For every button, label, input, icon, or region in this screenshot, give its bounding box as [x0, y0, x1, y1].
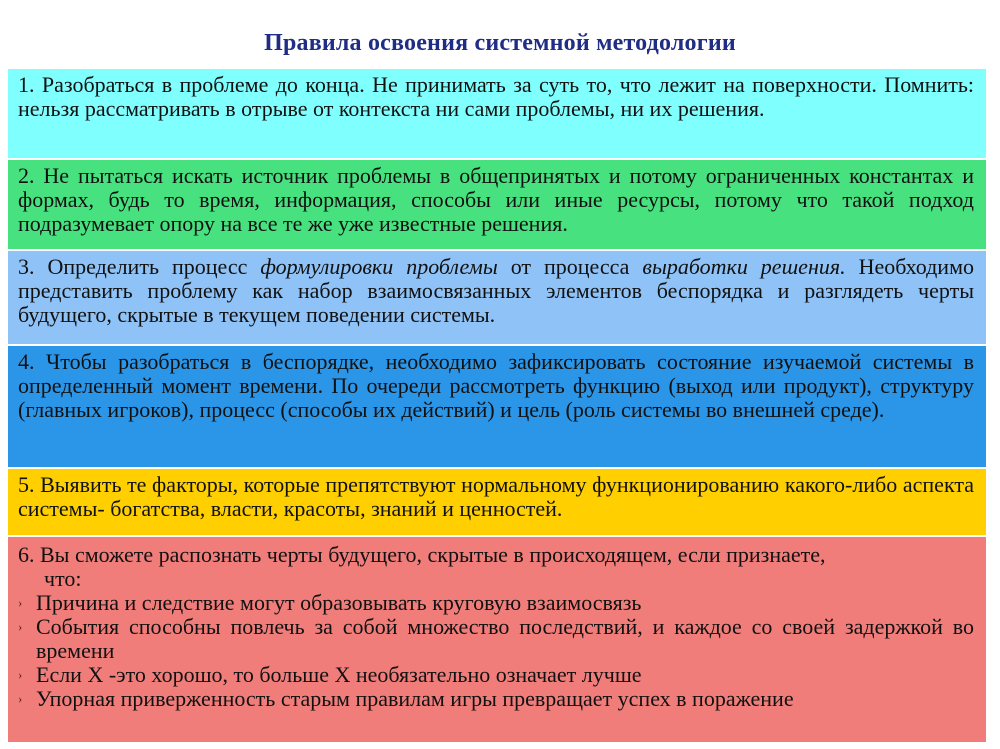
list-item [18, 687, 974, 711]
list-item [18, 663, 974, 687]
rule-6-intro: 6. Вы сможете распознать черты будущего, скрытые в происходящем, если признаете, [18, 542, 826, 567]
page-title: Правила освоения системной методологии [264, 30, 736, 56]
rule-2-block [8, 160, 986, 249]
bullet-text: Упорная приверженность старым правилам игры превращает успех в поражение [36, 686, 794, 711]
rule-3-block [8, 251, 986, 344]
rule-4-text: 4. Чтобы разобраться в беспорядке, необходимо зафиксировать состояние изучаемой системы в определенный момент времени. По очереди рассмотреть функцию (выход или продукт), структуру (главных игроков), процесс (способы их действий) и цель (роль системы во внешней среде). [18, 349, 974, 422]
rule-5-block [8, 469, 986, 535]
rule-6-bullet-list [18, 591, 974, 711]
rule-3-text-part3: Необходимо представить проблему как набор взаимосвязанных элементов беспорядка и разглядеть черты будущего, скрытые в текущем поведении системы. [18, 254, 974, 327]
chevron-right-icon: › [18, 619, 23, 634]
bullet-text: События способны повлечь за собой множество последствий, и каждое со своей задержкой во времени [36, 614, 974, 663]
rule-6-block [8, 537, 986, 742]
list-item [18, 591, 974, 615]
rule-3-text-part1: 3. Определить процесс [18, 254, 261, 279]
rule-3-emphasis-formulation: формулировки проблемы [260, 254, 498, 279]
rule-1-block [8, 69, 986, 158]
rule-4-block [8, 346, 986, 467]
rule-1-text: 1. Разобраться в проблеме до конца. Не принимать за суть то, что лежит на поверхности. Помнить: нельзя рассматривать в отрыве от контекста ни сами проблемы, ни их решения. [18, 72, 974, 121]
list-item [18, 615, 974, 663]
chevron-right-icon: › [18, 691, 23, 706]
rule-3-emphasis-solution: выработки решения. [642, 254, 846, 279]
chevron-right-icon: › [18, 667, 23, 682]
bullet-text: Если Х -это хорошо, то больше Х необязательно означает лучше [36, 662, 642, 687]
bullet-text: Причина и следствие могут образовывать круговую взаимосвязь [36, 590, 642, 615]
rule-2-text: 2. Не пытаться искать источник проблемы в общепринятых и потому ограниченных константах и формах, будь то время, информация, способы или иные ресурсы, потому что такой подход подразумевает опору на все те же уже известные решения. [18, 163, 974, 236]
rule-3-text-part2: от процесса [497, 254, 643, 279]
rule-6-intro-continuation: что: [44, 566, 82, 591]
rule-5-text: 5. Выявить те факторы, которые препятствуют нормальному функционированию какого-либо аспекта системы- богатства, власти, красоты, знаний и ценностей. [18, 472, 974, 521]
chevron-right-icon: › [18, 595, 23, 610]
